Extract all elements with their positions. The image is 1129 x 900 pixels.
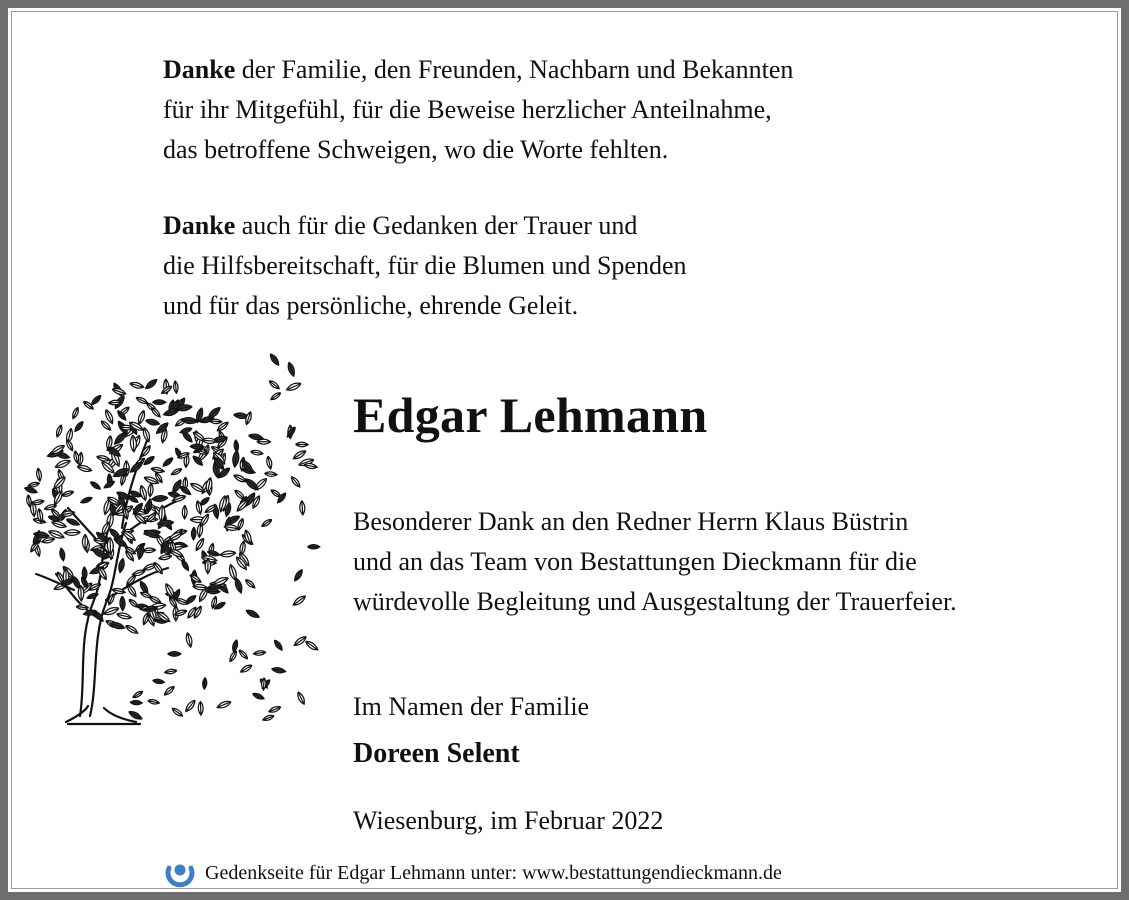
on-behalf-text: Im Namen der Familie (353, 692, 590, 721)
footer-text: Gedenkseite für Edgar Lehmann unter: (205, 861, 518, 884)
special-thanks-line-1: Besonderer Dank an den Redner Herrn Klaus Büstrin (353, 507, 909, 536)
thanks-2-line-3: und für das persönliche, ehrende Geleit. (163, 291, 579, 320)
thanks-2-line-2: die Hilfsbereitschaft, für die Blumen und Spenden (163, 251, 687, 280)
thanks-paragraph-2 (163, 206, 686, 326)
footer-website-link[interactable]: www.bestattungendieckmann.de (522, 861, 782, 884)
special-thanks-line-3: würdevolle Begleitung und Ausgestaltung der Trauerfeier. (353, 587, 957, 616)
deceased-name: Edgar Lehmann (353, 387, 708, 443)
thanks-1-line-3: das betroffene Schweigen, wo die Worte fehlten. (163, 135, 669, 164)
special-thanks (353, 502, 957, 622)
thanks-2-line-1: auch für die Gedanken der Trauer und (235, 211, 638, 240)
funeral-home-logo-icon (163, 856, 197, 890)
thanks-1-line-2: für ihr Mitgefühl, für die Beweise herzlicher Anteilnahme, (163, 95, 772, 124)
special-thanks-line-2: und an das Team von Bestattungen Dieckmann für die (353, 547, 917, 576)
thanks-1-line-1: der Familie, den Freunden, Nachbarn und Bekannten (235, 55, 794, 84)
windblown-tree-icon (8, 338, 338, 728)
thanks-lead-1: Danke (163, 55, 236, 84)
footer (163, 856, 782, 890)
place-date: Wiesenburg, im Februar 2022 (353, 806, 664, 835)
thanks-paragraph-1 (163, 50, 793, 170)
thanks-lead-2: Danke (163, 211, 236, 240)
signer-name: Doreen Selent (353, 738, 520, 769)
